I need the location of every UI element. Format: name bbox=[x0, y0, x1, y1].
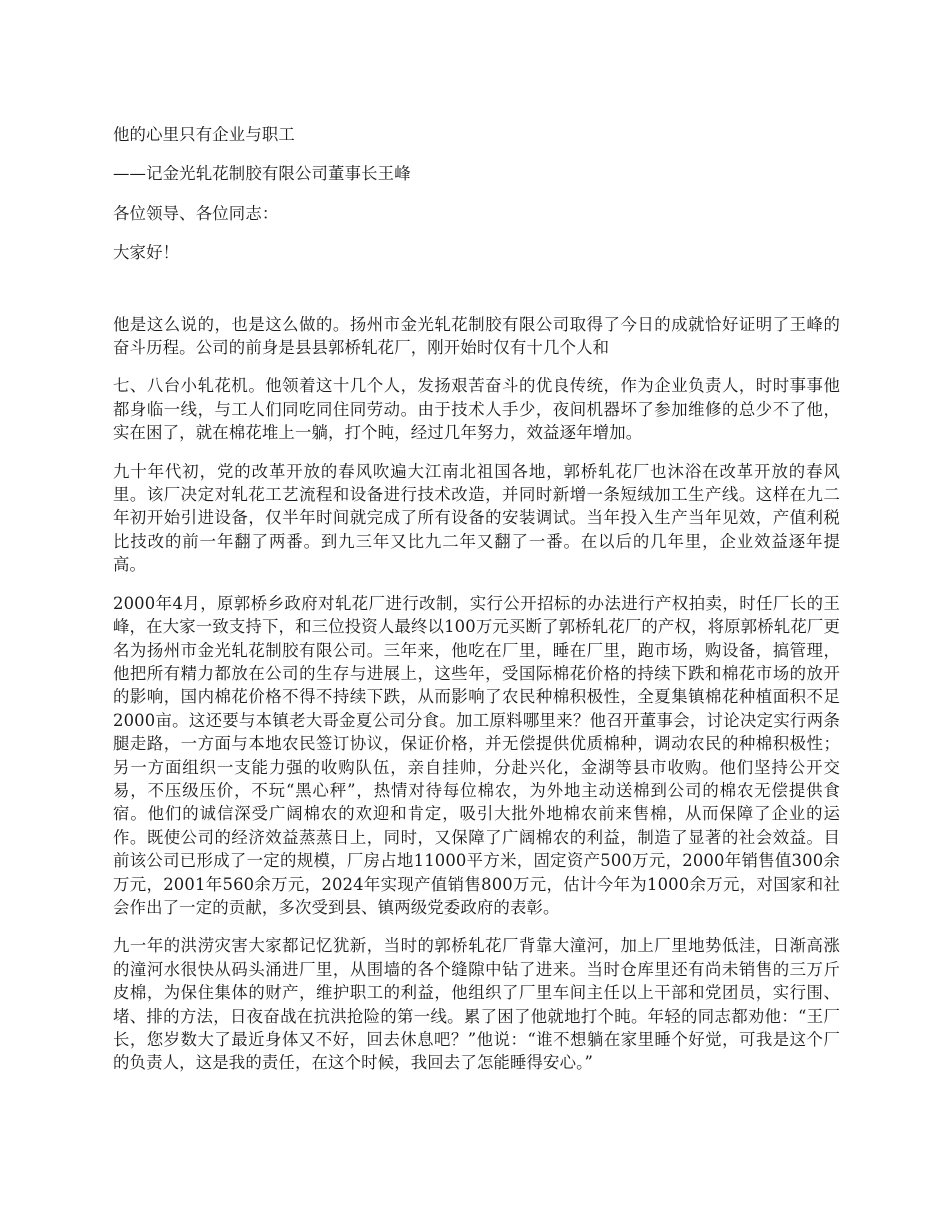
body-paragraph: 九十年代初，党的改革开放的春风吹遍大江南北祖国各地，郭桥轧花厂也沐浴在改革开放的春风里。该厂决定对轧花工艺流程和设备进行技术改造，并同时新增一条短绒加工生产线。这样在九二年初开始引进设备，仅半年时间就完成了所有设备的安装调试。当年投入生产当年见效，产值利税比技改的前一年翻了两番。到九三年又比九二年又翻了一番。在以后的几年里，企业效益逐年提高。 bbox=[113, 461, 840, 575]
body-paragraph: 2000年4月，原郭桥乡政府对轧花厂进行改制，实行公开招标的办法进行产权拍卖，时任厂长的王峰，在大家一致支持下，和三位投资人最终以100万元买断了郭桥轧花厂的产权，将原郭桥轧花厂更名为扬州市金光轧花制胶有限公司。三年来，他吃在厂里，睡在厂里，跑市场，购设备，搞管理，他把所有精力都放在公司的生存与进展上，这些年，受国际棉花价格的持续下跌和棉花市场的放开的影响，国内棉花价格不得不持续下跌，从而影响了农民种棉积极性，全夏集镇棉花种植面积不足2000亩。这还要与本镇老大哥金夏公司分食。加工原料哪里来？他召开董事会，讨论决定实行两条腿走路，一方面与本地农民签订协议，保证价格，并无偿提供优质棉种，调动农民的种棉积极性；另一方面组织一支能力强的收购队伍，亲自挂帅，分赴兴化，金湖等县市收购。他们坚持公开交易，不压级压价，不玩“黑心秤”，热情对待每位棉农，为外地主动送棉到公司的棉农无偿提供食宿。他们的诚信深受广阔棉农的欢迎和肯定，吸引大批外地棉农前来售棉，从而保障了企业的运作。既使公司的经济效益蒸蒸日上，同时，又保障了广阔棉农的利益，制造了显著的社会效益。目前该公司已形成了一定的规模，厂房占地11000平方米，固定资产500万元，2000年销售值300余万元，2001年560余万元，2024年实现产值销售800万元，估计今年为1000余万元，对国家和社会作出了一定的贡献，多次受到县、镇两级党委政府的表彰。 bbox=[113, 593, 840, 917]
greeting: 大家好！ bbox=[113, 243, 180, 263]
body-paragraph: 他是这么说的，也是这么做的。扬州市金光轧花制胶有限公司取得了今日的成就恰好证明了王峰的奋斗历程。公司的前身是县县郭桥轧花厂，刚开始时仅有十几个人和 bbox=[113, 314, 840, 358]
document-subtitle: ——记金光轧花制胶有限公司董事长王峰 bbox=[113, 164, 411, 184]
document-page bbox=[113, 123, 840, 1075]
body-paragraph: 七、八台小轧花机。他领着这十几个人，发扬艰苦奋斗的优良传统，作为企业负责人，时时事事他都身临一线，与工人们同吃同住同劳动。由于技术人手少，夜间机器坏了参加维修的总少不了他，实在困了，就在棉花堆上一躺，打个盹，经过几年努力，效益逐年增加。 bbox=[113, 376, 840, 443]
salutation: 各位领导、各位同志： bbox=[113, 203, 279, 223]
body-paragraph: 九一年的洪涝灾害大家都记忆犹新，当时的郭桥轧花厂背靠大潼河，加上厂里地势低洼，日渐高涨的潼河水很快从码头涌进厂里，从围墙的各个缝隙中钻了进来。当时仓库里还有尚未销售的三万斤皮棉，为保住集体的财产，维护职工的利益，他组织了厂里车间主任以上干部和党团员，实行围、堵、排的方法，日夜奋战在抗洪抢险的第一线。累了困了他就地打个盹。年轻的同志都劝他：“王厂长，您岁数大了最近身体又不好，回去休息吧？”他说：“谁不想躺在家里睡个好觉，可我是这个厂的负责人，这是我的责任，在这个时候，我回去了怎能睡得安心。” bbox=[113, 936, 840, 1073]
document-title: 他的心里只有企业与职工 bbox=[113, 125, 295, 144]
